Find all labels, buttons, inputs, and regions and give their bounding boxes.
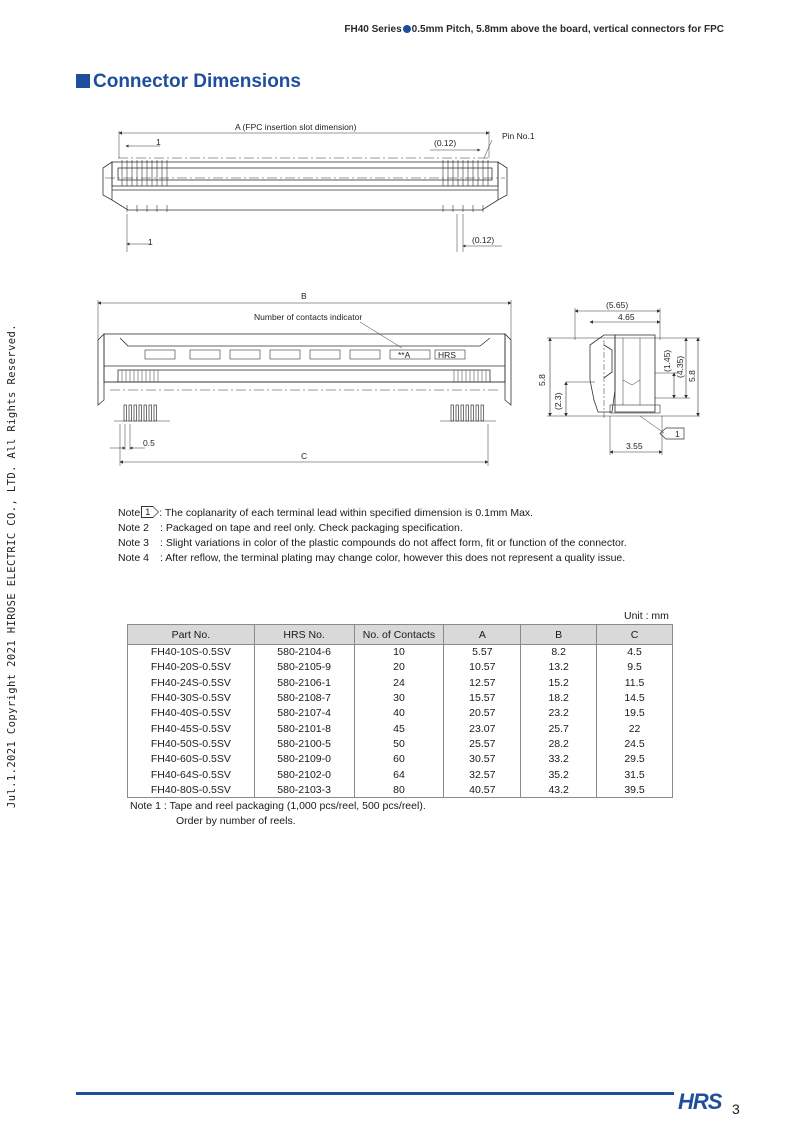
table-row: FH40-24S-0.5SV 580-2106-1 24 12.57 15.2 11.5: [128, 675, 673, 690]
note-flag-label: 1: [675, 429, 680, 439]
col-contacts: No. of Contacts: [354, 625, 444, 645]
dim-465-label: 4.65: [618, 312, 635, 322]
note-2: Note 2 : Packaged on tape and reel only. Check packaging specification.: [118, 522, 463, 534]
col-a: A: [444, 625, 521, 645]
table-row: FH40-45S-0.5SV 580-2101-8 45 23.07 25.7 22: [128, 721, 673, 736]
pitch-top-label: 1: [156, 137, 161, 147]
pin1-label: Pin No.1: [502, 131, 535, 141]
note-1: Note 1 : The coplanarity of each terminal lead within specified dimension is 0.1mm Max.: [118, 507, 534, 519]
top-view-drawing: [103, 131, 507, 252]
table-note: Note 1 : Tape and reel packaging (1,000 pcs/reel, 500 pcs/reel). Order by number of reels.: [130, 800, 426, 827]
dimensions-table: [127, 624, 673, 798]
connector-drawings: [0, 0, 800, 480]
table-row: FH40-30S-0.5SV 580-2108-7 30 15.57 18.2 14.5: [128, 690, 673, 705]
note-4: Note 4 : After reflow, the terminal plating may change color, however this does not represent a quality issue.: [118, 552, 626, 564]
dim-b-label: B: [301, 291, 307, 301]
table-row: FH40-60S-0.5SV 580-2109-0 60 30.57 33.2 29.5: [128, 752, 673, 767]
gap-top-label: (0.12): [434, 138, 457, 148]
unit-label: Unit : mm: [624, 610, 669, 622]
pitch-label: 0.5: [143, 438, 155, 448]
pitch-bottom-label: 1: [148, 237, 153, 247]
notes-block: [118, 506, 627, 566]
table-row: FH40-80S-0.5SV 580-2103-3 80 40.57 43.2 39.5: [128, 782, 673, 797]
col-hrs-no: HRS No.: [254, 625, 354, 645]
table-row: FH40-10S-0.5SV 580-2104-6 10 5.57 8.2 4.5: [128, 645, 673, 660]
dim-a-label: A (FPC insertion slot dimension): [235, 122, 357, 132]
dim-565-label: (5.65): [606, 300, 629, 310]
note-3: Note 3 : Slight variations in color of the plastic compounds do not affect form, fit or function of the connector.: [118, 537, 627, 549]
hrs-logo-text: HRS: [678, 1089, 722, 1113]
section-title: Connector Dimensions: [76, 71, 301, 93]
note-flag-icon: 1: [141, 506, 153, 518]
table-row: FH40-50S-0.5SV 580-2100-5 50 25.57 28.2 24.5: [128, 736, 673, 751]
dim-58-right-label: 5.8: [687, 370, 697, 382]
footer-rule: [76, 1092, 674, 1095]
marking-label: **A: [398, 350, 411, 360]
dim-355-label: 3.55: [626, 441, 643, 451]
col-c: C: [597, 625, 673, 645]
page-number: 3: [732, 1101, 740, 1117]
front-view-drawing: [98, 300, 511, 466]
col-part-no: Part No.: [128, 625, 255, 645]
table-row: FH40-64S-0.5SV 580-2102-0 64 32.57 35.2 31.5: [128, 767, 673, 782]
header-subtitle: 0.5mm Pitch, 5.8mm above the board, vertical connectors for FPC: [411, 24, 724, 35]
dim-58-left-label: 5.8: [537, 374, 547, 386]
dim-c-label: C: [301, 451, 308, 461]
dim-435-label: (4.35): [675, 355, 685, 378]
brand-mark-label: HRS: [438, 350, 456, 360]
table-header-row: [128, 625, 673, 645]
table-row: FH40-20S-0.5SV 580-2105-9 20 10.57 13.2 9.5: [128, 660, 673, 675]
dim-23-label: (2.3): [553, 392, 563, 410]
contacts-indicator-label: Number of contacts indicator: [254, 312, 363, 322]
dim-145-label: (1.45): [662, 349, 672, 372]
side-copyright: Jul.1.2021 Copyright 2021 HIROSE ELECTRIC CO., LTD. All Rights Reserved.: [6, 324, 18, 808]
header-series: FH40 Series: [344, 24, 402, 35]
col-b: B: [521, 625, 597, 645]
gap-bottom-label: (0.12): [472, 235, 495, 245]
table-row: FH40-40S-0.5SV 580-2107-4 40 20.57 23.2 19.5: [128, 706, 673, 721]
hrs-logo-icon: [678, 1087, 726, 1113]
